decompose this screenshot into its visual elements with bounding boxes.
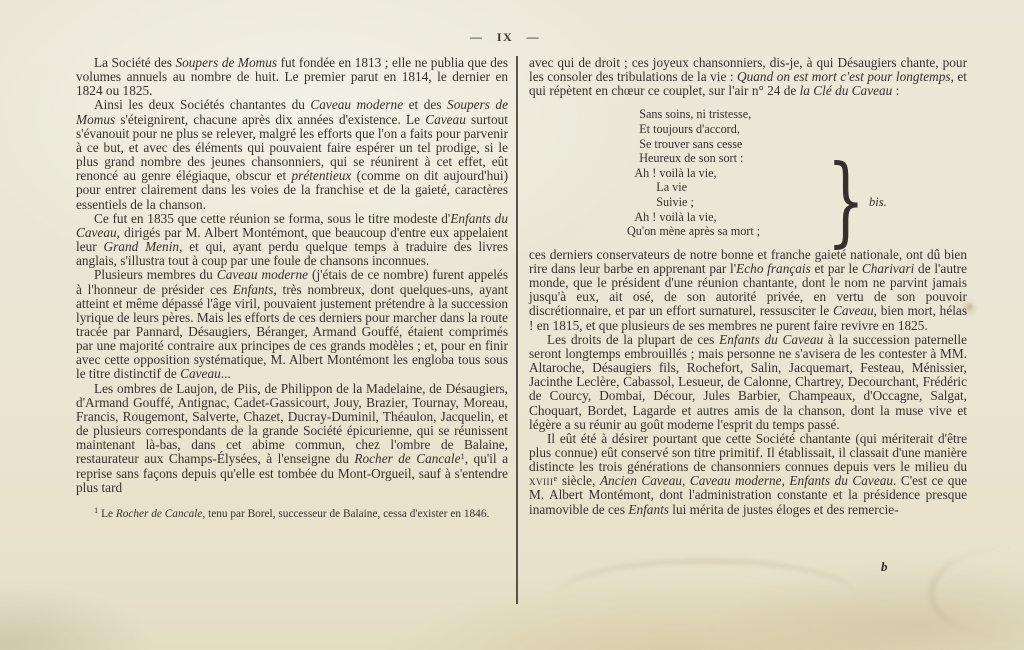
verse-block (627, 107, 967, 258)
bis-label: bis. (869, 195, 887, 210)
verse-line: Se trouver sans cesse (639, 136, 743, 151)
paragraph: Ainsi les deux Sociétés chantantes du Caveau moderne et des Soupers de Momus s'éteignirent, chacune après dix années d'existence. Le Caveau surtout s'évanouit pour ne plus se relever, malgré les efforts que l'on a faits pour parvenir à ce but, et avec des éléments qui pouvaient faire espérer un tel prodige, si le plus grand nombre des jeunes chansonniers, qui se réunirent à cet effet, eût renoncé au genre élégiaque, obscur et prétentieux (comme on dit aujourd'hui) pour entrer clairement dans les voies de la franchise et de la gaieté, caractères essentiels de la chanson. (76, 97, 508, 212)
paragraph: avec qui de droit ; ces joyeux chansonniers, dis-je, à qui Désaugiers chante, pour les consoler des tribulations de la vie : Quand on est mort c'est pour longtemps, et qui répètent en chœur ce couplet, sur l'air n° 24 de la Clé du Caveau : (529, 55, 967, 99)
paragraph: Les droits de la plupart de ces Enfants du Caveau à la succession paternelle seront longtemps embrouillés ; mais personne ne s'avisera de les contester à MM. Altaroche, Désaugiers fils, Rochefort, Salin, Jacquemart, Festeau, Ménissier, Jacinthe Leclère, Cabassol, Lesueur, de Calonne, Chartrey, Decourchant, Frédéric de Courcy, Dombai, Décour, Jules Barbier, Champeaux, d'Occagne, Salgat, Choquart, Bordet, Lagarde et autres amis de la chanson, dont la muse vive et légère a su réunir au goût moderne l'esprit du temps passé. (529, 331, 967, 432)
verse-line: La vie (656, 180, 688, 195)
verse-line: Heureux de son sort : (639, 151, 744, 166)
paragraph: Il eût été à désirer pourtant que cette Société chantante (qui mériterait d'être plus connue) eût conservé son titre primitif. Il établissait, il classait d'une manière distincte les trois générations de chansonniers connues depuis vers le milieu du xviii$^e$ siècle, Ancien Caveau, Caveau moderne, Enfants du Caveau. C'est ce que M. Albert Montémont, dont l'administration constante et la présidence presque inamovible de ces Enfants lui mérita de justes éloges et des remercie- (529, 430, 967, 517)
footnote: $^1$ Le Rocher de Cancale, tenu par Borel, successeur de Balaine, cessa d'exister en 1846. (94, 504, 490, 520)
verse-line: Sans soins, ni tristesse, (639, 107, 752, 122)
column-divider (516, 56, 518, 604)
paragraph: La Société des Soupers de Momus fut fondée en 1813 ; elle ne publia que des volumes annuels au nombre de huit. Le premier parut en 1814, le dernier en 1824 ou 1825. (76, 55, 509, 99)
page-number: — IX — (469, 30, 541, 44)
repeat-brace-icon: } (826, 144, 866, 258)
verse-line: Et toujours d'accord, (639, 122, 740, 137)
left-column (76, 56, 508, 521)
paragraph: Ce fut en 1835 que cette réunion se forma, sous le titre modeste d'Enfants du Caveau, dirigés par M. Albert Montémont, que beaucoup d'entre eux appelaient leur Grand Menin, et qui, ayant perdu quelque temps à traduire des livres anglais, s'illustra tout à coup par une foule de chansons inconnues. (76, 210, 509, 269)
right-column (529, 56, 967, 517)
verse-line: Ah ! voilà la vie, (634, 165, 717, 180)
paragraph: Les ombres de Laujon, de Piis, de Philippon de la Madelaine, de Désaugiers, d'Armand Gouffé, Antignac, Cadet-Gassicourt, Jouy, Brazier, Tournay, Moreau, Francis, Rougemont, Salverte, Chazet, Ducray-Duminil, Théaulon, Jacquelin, et de plusieurs correspondants de la grande Société épicurienne, qui se réunissent maintenant là-bas, dans cet abime commun, chez l'ombre de Balaine, restaurateur aux Champs-Élysées, à l'enseigne du Rocher de Cancale$^1$, qu'il a reprise sans façons depuis qu'elle est tombée du Mont-Orgueil, sauf à s'entendre plus tard (76, 380, 508, 495)
verse-lines (627, 107, 967, 258)
signature-mark: b (881, 559, 888, 574)
paper-stain (556, 560, 856, 632)
paragraph: ces derniers conservateurs de notre bonne et franche gaieté nationale, ont dû bien rire dans leur barbe en apprenant par l'Echo français et par le Charivari de l'autre monde, que le président d'une réunion chantante, dont le nom ne parvint jamais jusqu'à eux, ait osé, de son autorité privée, en vertu de son pouvoir discrétionnaire, et par un effort surnaturel, ressusciter le Caveau, bien mort, hélas ! en 1815, et que plusieurs de ses membres ne purent faire revivre en 1825. (529, 246, 968, 333)
paragraph: Plusieurs membres du Caveau moderne (j'étais de ce nombre) furent appelés à l'honneur de présider ces Enfants, très nombreux, dont quelques-uns, ayant atteint et même dépassé l'âge viril, pouvaient justement prétendre à la succession lyrique de leurs pères. Mais les efforts de ces derniers pour marcher dans la route tracée par Pannard, Désaugiers, Béranger, Armand Gouffé, étaient comprimés par une majorité contraire aux principes de ces grands modèles ; et, pour en finir avec cette opposition systématique, M. Albert Montémont les engloba tous sous le titre distinctif de Caveau... (76, 267, 508, 382)
verse-line: Qu'on mène après sa mort ; (627, 224, 761, 239)
verse-line: Ah ! voilà la vie, (634, 209, 717, 224)
paper-stain (930, 548, 1024, 638)
verse-line: Suivie ; (656, 195, 694, 210)
